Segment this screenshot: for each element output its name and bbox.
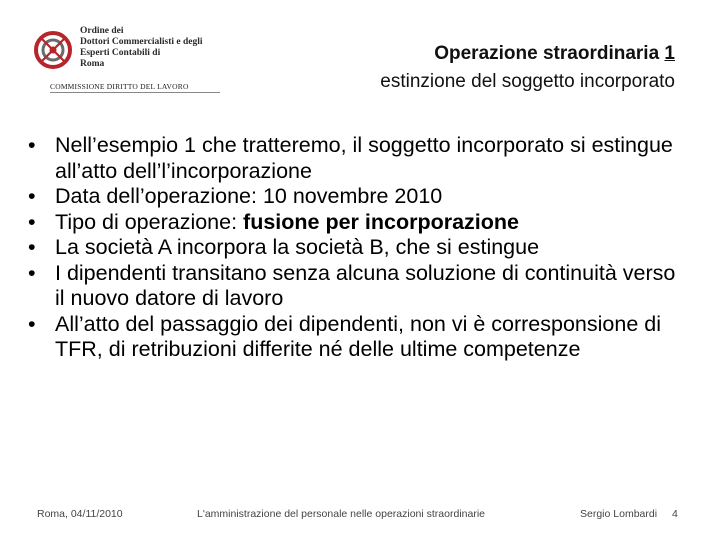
logo-line: Ordine dei xyxy=(80,26,124,36)
bullet-marker: • xyxy=(28,260,36,285)
bullet-marker: • xyxy=(28,184,36,208)
bullet-item xyxy=(28,184,688,210)
footer-date: Roma, 04/11/2010 xyxy=(37,508,123,520)
bullet-item xyxy=(28,210,688,236)
slide-title-line1 xyxy=(205,40,675,68)
logo-line: Esperti Contabili di xyxy=(80,48,161,58)
logo-commission: COMMISSIONE DIRITTO DEL LAVORO xyxy=(50,82,189,91)
bullet-text: Tipo di operazione: xyxy=(55,209,244,234)
page-number: 4 xyxy=(672,508,678,520)
bullet-text: All’atto del passaggio dei dipendenti, non vi è corresponsione di TFR, di retribuzioni differite né delle ultime competenze xyxy=(55,311,661,361)
logo-line: Roma xyxy=(80,59,105,69)
bullet-item xyxy=(28,312,688,363)
footer-course-title: L'amministrazione del personale nelle operazioni straordinarie xyxy=(197,508,485,520)
bullet-item xyxy=(28,133,688,184)
order-emblem-icon xyxy=(32,30,74,70)
slide-title-line2: estinzione del soggetto incorporato xyxy=(380,71,675,92)
bullet-item xyxy=(28,235,688,261)
bullet-list xyxy=(28,133,688,363)
footer-author: Sergio Lombardi xyxy=(580,508,658,520)
title-prefix: Operazione straordinaria xyxy=(434,43,660,64)
logo-text xyxy=(80,26,203,70)
bullet-text: Nell’esempio 1 che tratteremo, il soggetto incorporato si estingue all’atto dell’l’incorporazione xyxy=(55,133,673,183)
bullet-item xyxy=(28,261,688,312)
bullet-marker: • xyxy=(28,133,36,157)
bullet-marker: • xyxy=(28,235,36,259)
bullet-text: Data dell’operazione: 10 novembre 2010 xyxy=(55,184,443,208)
logo xyxy=(30,22,230,97)
bullet-text: La società A incorpora la società B, che si estingue xyxy=(55,235,540,259)
title-number: 1 xyxy=(664,43,675,64)
bullet-marker: • xyxy=(28,311,36,336)
bullet-emphasis: fusione per incorporazione xyxy=(243,209,519,234)
logo-line: Dottori Commercialisti e degli xyxy=(80,37,203,47)
bullet-text: I dipendenti transitano senza alcuna soluzione di continuità verso il nuovo datore di lavoro xyxy=(55,260,676,310)
logo-divider xyxy=(50,92,220,93)
bullet-marker: • xyxy=(28,209,36,234)
slide-title xyxy=(205,40,675,96)
